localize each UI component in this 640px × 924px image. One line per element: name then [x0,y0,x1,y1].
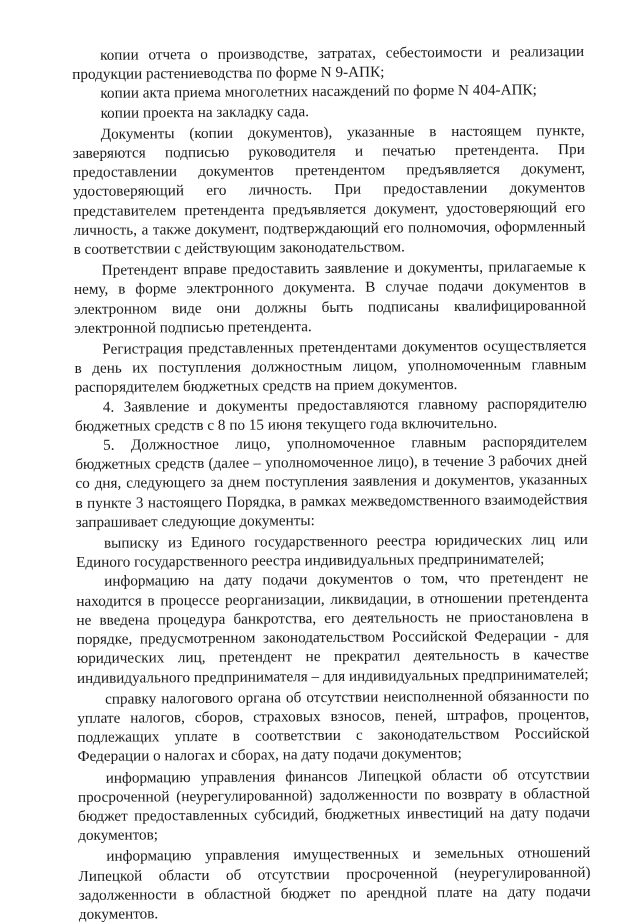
paragraph-project-copies: копии проекта на закладку сада. [100,102,310,122]
paragraph-act-copies: копии акта приема многолетних насаждений по форме N 404-АПК; [100,81,537,103]
paragraph-reorganization-info: информацию на дату подачи документов о том, что претендент не находится в процессе реорганизации, ликвидации, в отношении претендента не введена процедура банкротства, его деятельность не приостановлена в порядке, предусмотренном законодательством Российской Федерации - для юридических лиц, претендент не прекратил деятельность в качестве индивидуального предпринимателя – для индивидуальных предпринимателей; [76,569,589,687]
paragraph-finance-info: информацию управления финансов Липецкой области об отсутствии просроченной (неурегулированной) задолженности по возврату в областной бюджет предоставленных субсидий, бюджетных инвестиций на дату подачи документов; [77,765,591,845]
paragraph-registration: Регистрация представленных претендентами документов осуществляется в день их поступления должностным лицом, уполномоченным главным распорядителем бюджетных средств на прием документов. [74,337,587,397]
paragraph-tax-certificate: справку налогового органа об отсутствии неисполненной обязанности по уплате налогов, сборов, страховых взносов, пеней, штрафов, процентов, подлежащих уплате в соответствии с законодательством Российской Федерации о налогах и сборах, на дату подачи документов; [77,686,590,766]
paragraph-item-5: 5. Должностное лицо, уполномоченное главным распорядителем бюджетных средств (далее – уполномоченное лицо), в течение 3 рабочих дней со дня, следующего за днем поступления заявления и документов, указанных в пункте 3 настоящего Порядка, в рамках межведомственного взаимодействия запрашивает следующие документы: [75,433,588,531]
paragraph-property-info: информацию управления имущественных и земельных отношений Липецкой области об отсутствии просроченной (неурегулированной) задолженности в областной бюджет по арендной плате на дату подачи документов. [78,844,591,923]
paragraph-item-4: 4. Заявление и документы предоставляются главному распорядителю бюджетных средств с 8 по 15 июня текущего года включительно. [74,394,587,435]
paragraph-document-certification: Документы (копии документов), указанные в настоящем пункте, заверяются подписью руководителя и печатью претендента. При предоставлении документов претендентом предъявляется документ, удостоверяющий его личность. При предоставлении документов представителем претендента предъявляется документ, удостоверяющий его личность, а также документ, подтверждающий его полномочия, оформленный в соответствии с действующим законодательством. [72,121,586,259]
paragraph-report-copies: копии отчета о производстве, затратах, себестоимости и реализации продукции растениеводства по форме N 9-АПК; [72,42,585,84]
paragraph-registry-extract: выписку из Единого государственного реестра юридических лиц или Единого государственного реестра индивидуальных предпринимателей; [75,531,588,572]
paragraph-electronic-submission: Претендент вправе предоставить заявление и документы, прилагаемые к нему, в форме электронного документа. В случае подачи документов в электронном виде они должны быть подписаны квалифицированной электронной подписью претендента. [73,258,587,337]
document-page [72,42,591,924]
